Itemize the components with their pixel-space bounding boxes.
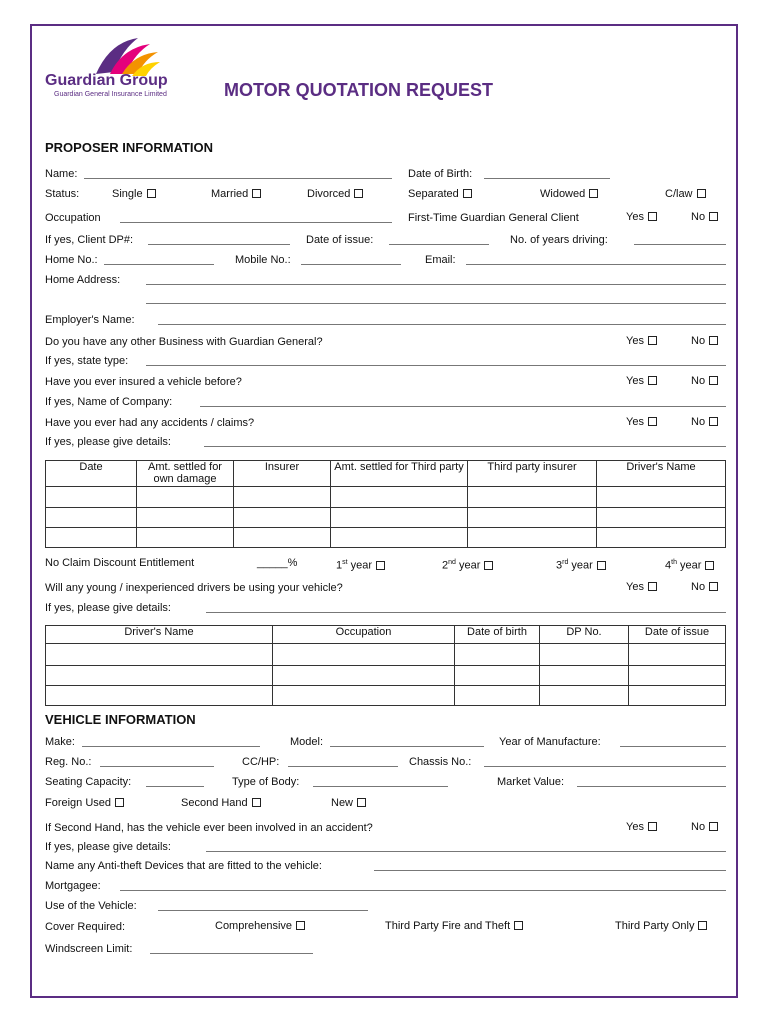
year-label: year	[571, 559, 593, 572]
first-time-label: First-Time Guardian General Client	[408, 212, 579, 224]
tp-only-label: Third Party Only	[615, 920, 695, 932]
year-3-checkbox[interactable]	[597, 561, 606, 570]
married-checkbox[interactable]	[252, 189, 261, 198]
divorced-option[interactable]	[307, 188, 363, 201]
first-time-no[interactable]	[691, 211, 718, 224]
vehicle-heading: VEHICLE INFORMATION	[45, 712, 196, 727]
single-option[interactable]	[112, 188, 156, 201]
married-option[interactable]	[211, 188, 261, 201]
no-label: No	[691, 211, 706, 223]
second-hand-accident-no[interactable]	[691, 821, 718, 834]
mortgagee-field[interactable]	[120, 890, 726, 891]
make-label: Make:	[45, 736, 75, 748]
home-no-label: Home No.:	[45, 254, 98, 266]
ncd-year-2[interactable]	[442, 556, 493, 573]
claims-header-insurer: Insurer	[234, 461, 331, 487]
company-name-field[interactable]	[200, 406, 726, 407]
year-3-number: 3	[556, 559, 563, 572]
ncd-year-1[interactable]	[336, 556, 385, 573]
no-checkbox[interactable]	[709, 582, 718, 591]
first-time-yes[interactable]	[626, 211, 657, 224]
employer-field[interactable]	[158, 324, 726, 325]
no-label: No	[691, 375, 706, 387]
drivers-header-name: Driver's Name	[46, 626, 273, 644]
model-field[interactable]	[330, 746, 484, 747]
second-hand-checkbox[interactable]	[252, 798, 261, 807]
year-3-suffix: rd	[562, 559, 569, 566]
year-1-suffix: st	[342, 559, 348, 566]
year-label: year	[458, 559, 481, 572]
yes-checkbox[interactable]	[648, 376, 657, 385]
anti-theft-field[interactable]	[374, 870, 726, 871]
foreign-used-label: Foreign Used	[45, 797, 112, 809]
mobile-no-label: Mobile No.:	[235, 254, 291, 266]
accidents-yes[interactable]	[626, 416, 657, 429]
brand-name: Guardian Group	[45, 72, 168, 89]
other-business-no[interactable]	[691, 335, 718, 348]
accident-details-field[interactable]	[204, 446, 726, 447]
ncd-percent-field[interactable]: _____%	[257, 557, 298, 569]
new-option[interactable]	[331, 797, 366, 810]
client-dp-label: If yes, Client DP#:	[45, 234, 134, 246]
body-type-label: Type of Body:	[232, 776, 300, 788]
home-no-field[interactable]	[104, 264, 214, 265]
yes-label: Yes	[626, 335, 644, 347]
years-driving-label: No. of years driving:	[510, 234, 608, 246]
year-manufacture-field[interactable]	[620, 746, 726, 747]
accidents-no[interactable]	[691, 416, 718, 429]
cc-hp-field[interactable]	[288, 766, 398, 767]
no-label: No	[691, 581, 706, 593]
insured-before-no[interactable]	[691, 375, 718, 388]
yes-checkbox[interactable]	[648, 582, 657, 591]
claims-table	[45, 460, 726, 548]
tpft-label: Third Party Fire and Theft	[385, 920, 511, 932]
drivers-table	[45, 625, 726, 706]
second-hand-option[interactable]	[181, 797, 261, 810]
yes-label: Yes	[626, 211, 644, 223]
no-label: No	[691, 821, 706, 833]
seating-label: Seating Capacity:	[45, 776, 132, 788]
email-label: Email:	[425, 254, 456, 266]
claims-header-date: Date	[46, 461, 137, 487]
no-checkbox[interactable]	[709, 417, 718, 426]
client-dp-field[interactable]	[148, 244, 290, 245]
insured-before-label: Have you ever insured a vehicle before?	[45, 376, 242, 388]
separated-option[interactable]	[408, 188, 472, 201]
mortgagee-label: Mortgagee:	[45, 880, 101, 892]
accidents-label: Have you ever had any accidents / claims?	[45, 417, 255, 429]
young-drivers-label: Will any young / inexperienced drivers be using your vehicle?	[45, 582, 343, 594]
employer-label: Employer's Name:	[45, 314, 135, 326]
second-hand-accident-yes[interactable]	[626, 821, 657, 834]
year-1-checkbox[interactable]	[376, 561, 385, 570]
year-2-checkbox[interactable]	[484, 561, 493, 570]
no-checkbox[interactable]	[709, 822, 718, 831]
claims-header-drivers-name: Driver's Name	[597, 461, 726, 487]
year-2-suffix: nd	[448, 559, 456, 566]
tpft-option[interactable]	[385, 920, 523, 933]
claims-header-own-damage: Amt. settled for own damage	[137, 461, 234, 487]
vehicle-details-field[interactable]	[206, 851, 726, 852]
body-type-field[interactable]	[313, 786, 448, 787]
windscreen-field[interactable]	[150, 953, 313, 954]
table-row	[46, 487, 726, 508]
reg-no-field[interactable]	[100, 766, 214, 767]
brand-subtitle: Guardian General Insurance Limited	[54, 91, 167, 98]
windscreen-label: Windscreen Limit:	[45, 943, 133, 955]
divorced-checkbox[interactable]	[354, 189, 363, 198]
comprehensive-checkbox[interactable]	[296, 921, 305, 930]
home-address-label: Home Address:	[45, 274, 121, 286]
occupation-field[interactable]	[120, 222, 392, 223]
other-business-yes[interactable]	[626, 335, 657, 348]
drivers-header-dob: Date of birth	[455, 626, 540, 644]
yes-checkbox[interactable]	[648, 417, 657, 426]
table-row	[46, 686, 726, 706]
no-label: No	[691, 335, 706, 347]
second-hand-accident-label: If Second Hand, has the vehicle ever been involved in an accident?	[45, 822, 373, 834]
company-name-label: If yes, Name of Company:	[45, 396, 173, 408]
claw-checkbox[interactable]	[697, 189, 706, 198]
young-drivers-yes[interactable]	[626, 581, 657, 594]
chassis-field[interactable]	[484, 766, 726, 767]
proposer-heading: PROPOSER INFORMATION	[45, 140, 214, 155]
married-label: Married	[211, 188, 249, 200]
new-checkbox[interactable]	[357, 798, 366, 807]
state-type-label: If yes, state type:	[45, 355, 129, 367]
no-checkbox[interactable]	[709, 376, 718, 385]
widowed-checkbox[interactable]	[589, 189, 598, 198]
yes-label: Yes	[626, 416, 644, 428]
drivers-header-dp: DP No.	[540, 626, 629, 644]
year-1-number: 1	[336, 559, 343, 572]
market-value-field[interactable]	[577, 786, 726, 787]
yes-label: Yes	[626, 375, 644, 387]
year-2-number: 2	[442, 559, 449, 572]
table-row	[46, 666, 726, 686]
separated-label: Separated	[408, 188, 459, 200]
occupation-label: Occupation	[45, 212, 101, 224]
home-address-field-1[interactable]	[146, 284, 726, 285]
claw-option[interactable]	[665, 188, 706, 201]
yes-checkbox[interactable]	[648, 336, 657, 345]
email-field[interactable]	[466, 264, 726, 265]
use-field[interactable]	[158, 910, 368, 911]
table-row	[46, 644, 726, 666]
single-label: Single	[112, 188, 143, 200]
name-label: Name:	[45, 168, 78, 180]
widowed-option[interactable]	[540, 188, 598, 201]
model-label: Model:	[290, 736, 324, 748]
divorced-label: Divorced	[307, 188, 351, 200]
insured-before-yes[interactable]	[626, 375, 657, 388]
drivers-header-occupation: Occupation	[273, 626, 455, 644]
years-driving-field[interactable]	[634, 244, 726, 245]
year-label: year	[350, 559, 373, 572]
vehicle-details-label: If yes, please give details:	[45, 841, 171, 853]
second-hand-label: Second Hand	[181, 797, 248, 809]
ncd-label: No Claim Discount Entitlement	[45, 557, 195, 569]
market-value-label: Market Value:	[497, 776, 565, 788]
status-label: Status:	[45, 188, 80, 200]
yes-label: Yes	[626, 821, 644, 833]
state-type-field[interactable]	[146, 365, 726, 366]
mobile-no-field[interactable]	[301, 264, 401, 265]
cc-hp-label: CC/HP:	[242, 756, 280, 768]
cover-label: Cover Required:	[45, 921, 126, 933]
table-row	[46, 528, 726, 548]
new-label: New	[331, 797, 354, 809]
no-label: No	[691, 416, 706, 428]
year-manufacture-label: Year of Manufacture:	[499, 736, 601, 748]
dob-label: Date of Birth:	[408, 168, 473, 180]
comprehensive-option[interactable]	[215, 920, 305, 933]
foreign-used-checkbox[interactable]	[115, 798, 124, 807]
tpft-checkbox[interactable]	[514, 921, 523, 930]
comprehensive-label: Comprehensive	[215, 920, 293, 932]
year-4-checkbox[interactable]	[705, 561, 714, 570]
no-checkbox[interactable]	[709, 336, 718, 345]
anti-theft-label: Name any Anti-theft Devices that are fitted to the vehicle:	[45, 860, 322, 872]
young-details-label: If yes, please give details:	[45, 602, 171, 614]
claims-header-third-party: Amt. settled for Third party	[331, 461, 468, 487]
widowed-label: Widowed	[540, 188, 586, 200]
claims-header-tp-insurer: Third party insurer	[468, 461, 597, 487]
tp-only-checkbox[interactable]	[698, 921, 707, 930]
use-label: Use of the Vehicle:	[45, 900, 137, 912]
tp-only-option[interactable]	[615, 920, 707, 933]
separated-checkbox[interactable]	[463, 189, 472, 198]
no-checkbox[interactable]	[709, 212, 718, 221]
year-4-number: 4	[665, 559, 672, 572]
young-details-field[interactable]	[206, 612, 726, 613]
yes-checkbox[interactable]	[648, 822, 657, 831]
drivers-header-date-issue: Date of issue	[629, 626, 726, 644]
form-title: MOTOR QUOTATION REQUEST	[224, 80, 493, 100]
other-business-label: Do you have any other Business with Guardian General?	[45, 336, 323, 348]
ncd-year-3[interactable]	[556, 556, 606, 573]
claw-label: C/law	[665, 188, 693, 200]
make-field[interactable]	[82, 746, 260, 747]
seating-field[interactable]	[146, 786, 204, 787]
young-drivers-no[interactable]	[691, 581, 718, 594]
name-field[interactable]	[84, 178, 392, 179]
ncd-year-4[interactable]	[665, 556, 714, 573]
yes-checkbox[interactable]	[648, 212, 657, 221]
date-issue-label: Date of issue:	[306, 234, 374, 246]
single-checkbox[interactable]	[147, 189, 156, 198]
table-row	[46, 508, 726, 528]
yes-label: Yes	[626, 581, 644, 593]
chassis-label: Chassis No.:	[409, 756, 472, 768]
foreign-used-option[interactable]	[45, 797, 124, 810]
year-label: year	[680, 559, 702, 572]
home-address-field-2[interactable]	[146, 303, 726, 304]
dob-field[interactable]	[484, 178, 610, 179]
reg-no-label: Reg. No.:	[45, 756, 92, 768]
year-4-suffix: th	[671, 559, 677, 566]
date-issue-field[interactable]	[389, 244, 489, 245]
accident-details-label: If yes, please give details:	[45, 436, 171, 448]
